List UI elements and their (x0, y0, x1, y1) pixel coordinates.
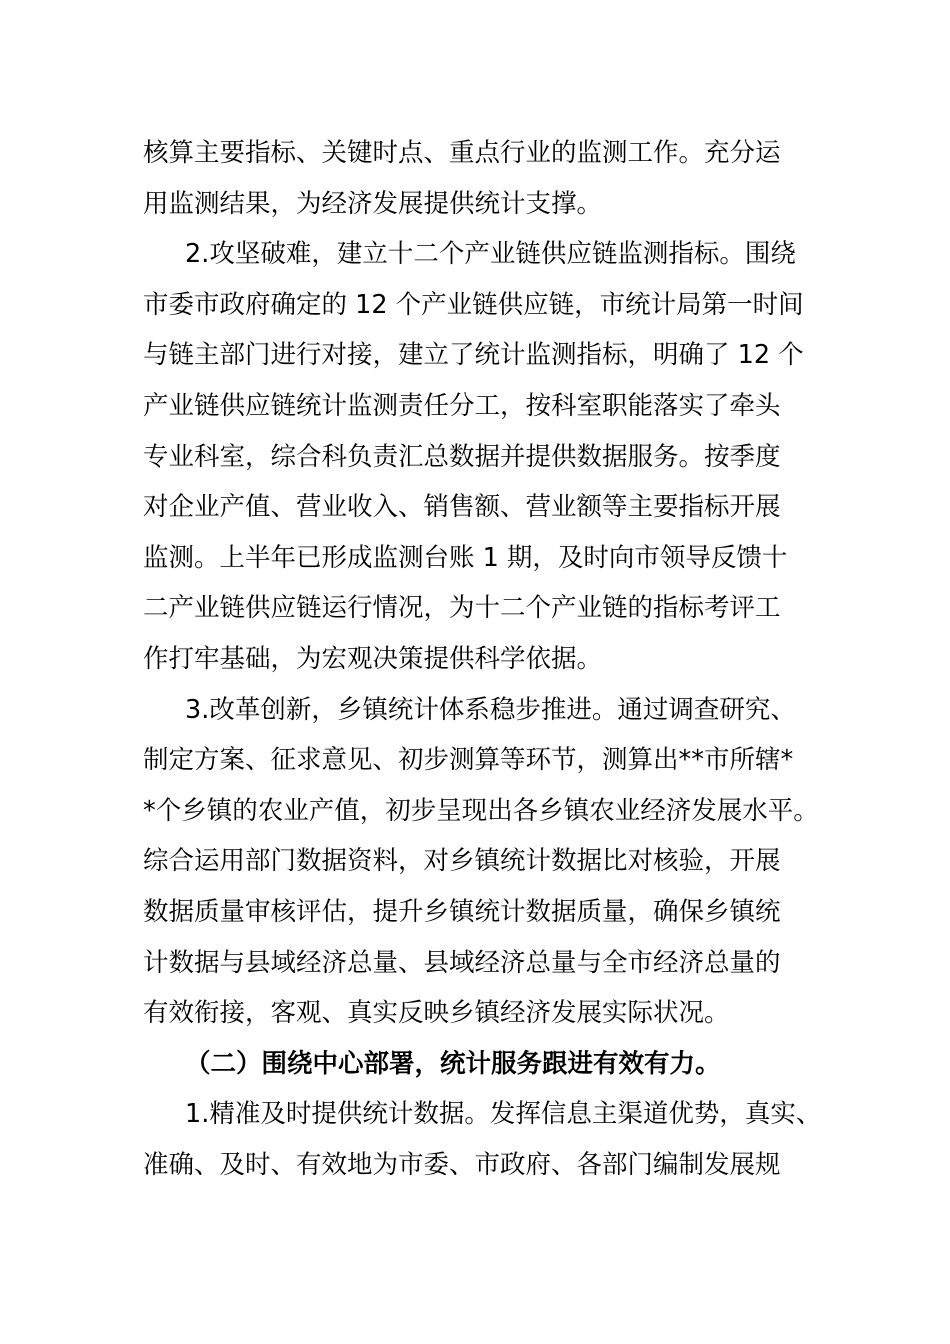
section-heading-text: （二）围绕中心部署，统计服务跟进有效有力。 (185, 1048, 721, 1079)
text-line: 核算主要指标、关键时点、重点行业的监测工作。充分运 (143, 138, 781, 168)
paragraph-item-1 (143, 1089, 822, 1190)
text-line: 有效衔接，客观、真实反映乡镇经济发展实际状况。 (143, 998, 730, 1029)
text-line-first: 3.改革创新，乡镇统计体系稳步推进。通过调查研究、 (185, 694, 796, 725)
section-heading (143, 1039, 808, 1090)
text-line: *个乡镇的农业产值，初步呈现出各乡镇农业经济发展水平。 (143, 795, 819, 826)
text-line: 综合运用部门数据资料，对乡镇统计数据比对核验，开展 (143, 846, 781, 877)
paragraph-item-2 (143, 229, 808, 684)
text-line-first: 2.攻坚破难，建立十二个产业链供应链监测指标。围绕 (185, 239, 796, 270)
text-line: 市委市政府确定的 12 个产业链供应链，市统计局第一时间 (143, 289, 804, 320)
text-line: 产业链供应链统计监测责任分工，按科室职能落实了牵头 (143, 390, 781, 421)
text-line: 与链主部门进行对接，建立了统计监测指标，明确了 12 个 (143, 340, 804, 371)
text-line: 专业科室，综合科负责汇总数据并提供数据服务。按季度 (143, 441, 781, 472)
text-line: 计数据与县域经济总量、县域经济总量与全市经济总量的 (143, 947, 781, 978)
paragraph-continuation (143, 128, 808, 229)
paragraph-item-3 (143, 685, 819, 1039)
text-line: 对企业产值、营业收入、销售额、营业额等主要指标开展 (143, 492, 781, 523)
text-line: 制定方案、征求意见、初步测算等环节，测算出**市所辖* (143, 745, 794, 776)
document-body (143, 128, 822, 1190)
text-line: 监测。上半年已形成监测台账 1 期，及时向市领导反馈十 (143, 542, 788, 573)
text-line: 数据质量审核评估，提升乡镇统计数据质量，确保乡镇统 (143, 896, 781, 927)
text-line: 作打牢基础，为宏观决策提供科学依据。 (143, 643, 603, 674)
text-line: 二产业链供应链运行情况，为十二个产业链的指标考评工 (143, 593, 781, 624)
text-line: 用监测结果，为经济发展提供统计支撑。 (143, 188, 603, 219)
text-line: 准确、及时、有效地为市委、市政府、各部门编制发展规 (143, 1149, 781, 1180)
text-line-first: 1.精准及时提供统计数据。发挥信息主渠道优势，真实、 (185, 1099, 822, 1130)
